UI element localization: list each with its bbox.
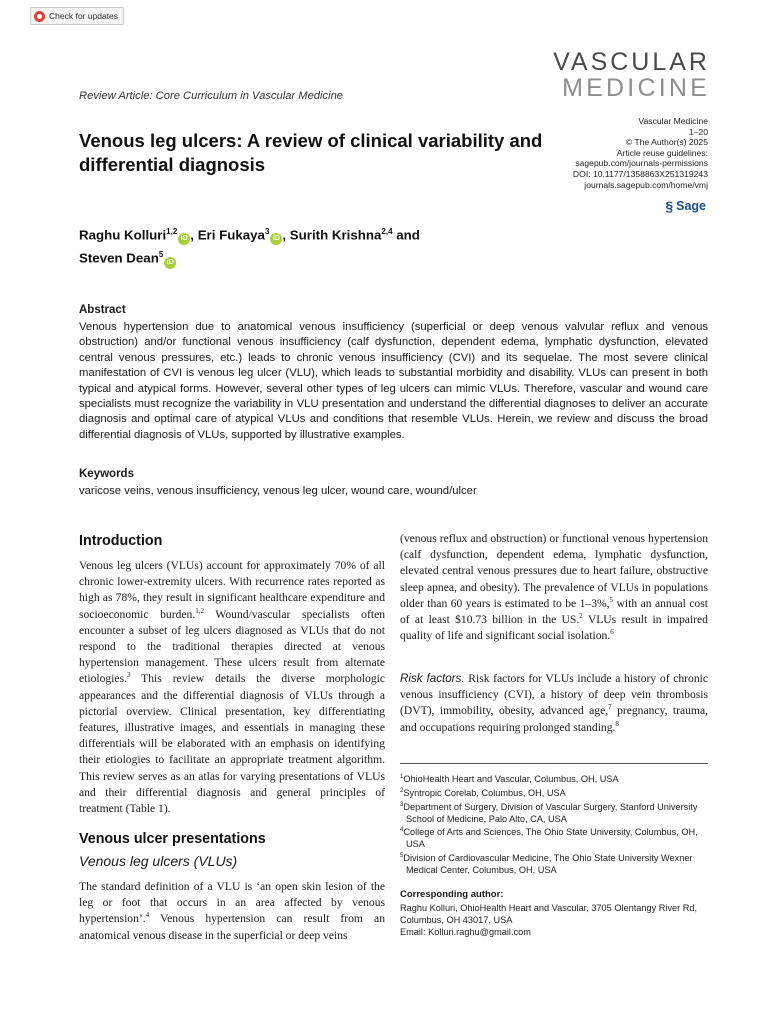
affiliation-text: College of Arts and Sciences, The Ohio State University, Columbus, OH, USA	[403, 827, 698, 850]
author-name: Raghu Kolluri	[79, 227, 167, 243]
sage-s-icon: §	[665, 198, 674, 214]
corresponding-email[interactable]: Email: Kolluri.raghu@gmail.com	[400, 926, 531, 937]
author-affiliation-ref: 3	[264, 227, 270, 236]
author-name: Steven Dean	[79, 250, 159, 266]
introduction-heading: Introduction	[79, 533, 163, 549]
publisher-logo	[665, 198, 706, 214]
vlu-subheading: Venous leg ulcers (VLUs)	[79, 853, 238, 869]
affiliation-number: 5	[400, 853, 404, 860]
affiliation-number: 1	[400, 774, 404, 780]
abstract-heading: Abstract	[79, 304, 126, 316]
abstract-text: Venous hypertension due to anatomical venous insufficiency (superficial or deep venous valvular reflux and venous obstruction) and/or functional venous insufficiency (calf dysfunction, dependent edema, lymphatic dysfunction, elevated central venous pressures, etc.) leads to chronic venous insufficiency (CVI) and its sequelae. The most severe clinical manifestation of CVI is venous leg ulcer (VLU), which leads to substantial morbidity and disability. VLUs can present in both typical and atypical forms. However, several other types of leg ulcers can mimic VLUs. Therefore, vascular and wound care specialists must recognize the variability in VLU presentation and understand the differential diagnoses to deliver an accurate diagnosis and optimal care of atypical VLUs and conditions that resemble VLUs. Herein, we review and discuss the broad differential diagnosis of VLUs, supported by illustrative examples.	[79, 321, 708, 441]
affiliation-item	[400, 786, 710, 800]
affiliation-number: 4	[400, 827, 404, 834]
text-run: Wound/vascular specialists often encounter a subset of leg ulcers diagnosed as VLUs that do not respond to the traditional therapies directed at venous hypertension management. These ulcers result from alternate etiologies.	[79, 607, 386, 686]
corresponding-author-heading: Corresponding author:	[400, 889, 504, 900]
author-separator: ,	[190, 227, 198, 243]
meta-line: Article reuse guidelines:	[616, 147, 708, 158]
affiliation-text: Division of Cardiovascular Medicine, The Ohio State University Wexner Medical Center, Columbus, OH, USA	[403, 853, 693, 875]
check-for-updates-badge[interactable]	[30, 7, 124, 25]
affiliation-item	[400, 851, 710, 877]
footnote-divider	[400, 763, 708, 764]
publisher-name: Sage	[676, 199, 706, 213]
citation-ref: 4	[145, 911, 150, 920]
corresponding-author-details	[400, 903, 710, 938]
introduction-paragraph	[79, 558, 385, 817]
text-run: The standard definition of a VLU is ‘an open skin lesion of the leg or foot that occurs in an area affected by venous hypertension’.	[79, 880, 385, 926]
author-separator: ,	[282, 227, 290, 243]
risk-factors-paragraph	[400, 671, 708, 736]
text-run: Venous leg ulcers (VLUs) account for approximately 70% of all chronic lower-extremity ulcers. With recurrence rates reported as high as 78%, they result in significant healthcare expenditure and socioeconomic burden.	[79, 559, 385, 621]
presentations-heading: Venous ulcer presentations	[79, 831, 266, 847]
prevalence-paragraph	[400, 531, 708, 644]
citation-ref: 1,2	[195, 606, 204, 615]
text-run: VLUs result in impaired quality of life and significant social isolation.	[400, 613, 708, 643]
journal-logo	[553, 50, 710, 101]
citation-ref: 8	[615, 719, 619, 728]
affiliation-text: Syntropic Corelab, Columbus, OH, USA	[403, 787, 566, 798]
text-run: with an annual cost of at least $10.73 billion in the US.	[400, 596, 708, 627]
affiliation-text: Department of Surgery, Division of Vascular Surgery, Stanford University School of Medicine, Palo Alto, CA, USA	[403, 801, 698, 824]
article-meta	[573, 116, 708, 190]
author-separator: and	[392, 227, 420, 243]
affiliations	[400, 772, 710, 877]
meta-line: 1–20	[688, 126, 708, 137]
affiliation-number: 3	[400, 801, 404, 808]
affiliation-number: 2	[400, 787, 404, 794]
citation-ref: 6	[610, 628, 614, 637]
citation-ref: 7	[608, 703, 612, 712]
affiliation-text: OhioHealth Heart and Vascular, Columbus, OH, USA	[403, 774, 619, 785]
running-head: Review Article: Core Curriculum in Vascular Medicine	[79, 90, 344, 102]
check-for-updates-label: Check for updates	[49, 11, 118, 21]
citation-ref: 5	[609, 595, 614, 604]
author-name: Surith Krishna	[289, 227, 382, 243]
journal-logo-line1: VASCULAR	[553, 48, 710, 76]
orcid-icon[interactable]: iD	[270, 233, 282, 245]
orcid-icon[interactable]: iD	[178, 233, 190, 245]
orcid-icon[interactable]: iD	[164, 257, 176, 269]
risk-factors-label: Risk factors.	[400, 672, 465, 685]
text-run: This review details the diverse morphologic appearances and the differential diagnosis of VLUs through a pictorial overview. Clinical presentation, key differentiating features, illustrative images, and essentials in managing these differentials will be elaborated with an emphasis on identifying their etiologies to facilitate an appropriate treatment algorithm. This review serves as an atlas for varying presentations of VLUs and their differential diagnosis and general principles of treatment (Table 1).	[79, 672, 385, 816]
citation-ref: 2	[579, 612, 583, 621]
author-list	[79, 222, 579, 269]
meta-line: © The Author(s) 2025	[625, 137, 708, 148]
author-affiliation-ref: 2,4	[381, 227, 393, 236]
meta-line[interactable]: DOI: 10.1177/1358863X251319243	[572, 168, 708, 179]
meta-line: Vascular Medicine	[638, 116, 708, 126]
author-affiliation-ref: 5	[158, 250, 164, 260]
article-title: Venous leg ulcers: A review of clinical variability and differential diagnosis	[79, 130, 543, 175]
corresponding-address: Raghu Kolluri, OhioHealth Heart and Vascular, 3705 Olentangy River Rd, Columbus, OH 43017, USA	[400, 903, 698, 925]
affiliation-item	[400, 825, 710, 851]
meta-line[interactable]: journals.sagepub.com/home/vmj	[584, 179, 708, 190]
keywords-text: varicose veins, venous insufficiency, venous leg ulcer, wound care, wound/ulcer	[79, 485, 477, 497]
vlu-paragraph	[79, 879, 385, 944]
citation-ref: 3	[126, 671, 131, 680]
text-run: pregnancy, trauma, and occupations requiring prolonged standing.	[400, 704, 708, 734]
text-run: (venous reflux and obstruction) or functional venous hypertension (calf dysfunction, dependent edema, lymphatic dysfunction, elevated central venous pressures due to heart failure, obstructive sleep apnea, and obesity). The prevalence of VLUs in populations older than 60 years is estimated to be 1–3%,	[400, 532, 708, 610]
affiliation-item	[400, 772, 710, 786]
keywords-heading: Keywords	[79, 468, 134, 480]
journal-logo-line2: MEDICINE	[562, 74, 710, 102]
affiliation-item	[400, 800, 710, 826]
author-affiliation-ref: 1,2	[166, 227, 178, 236]
crossmark-icon	[34, 11, 45, 22]
author-name: Eri Fukaya	[197, 227, 265, 243]
text-run: Risk factors for VLUs include a history of chronic venous insufficiency (CVI), a history of deep vein thrombosis (DVT), immobility, obesity, advanced age,	[400, 672, 708, 718]
text-run: Venous hypertension can result from an anatomical venous disease in the superficial or deep veins	[79, 912, 385, 942]
meta-line[interactable]: sagepub.com/journals-permissions	[575, 158, 708, 169]
